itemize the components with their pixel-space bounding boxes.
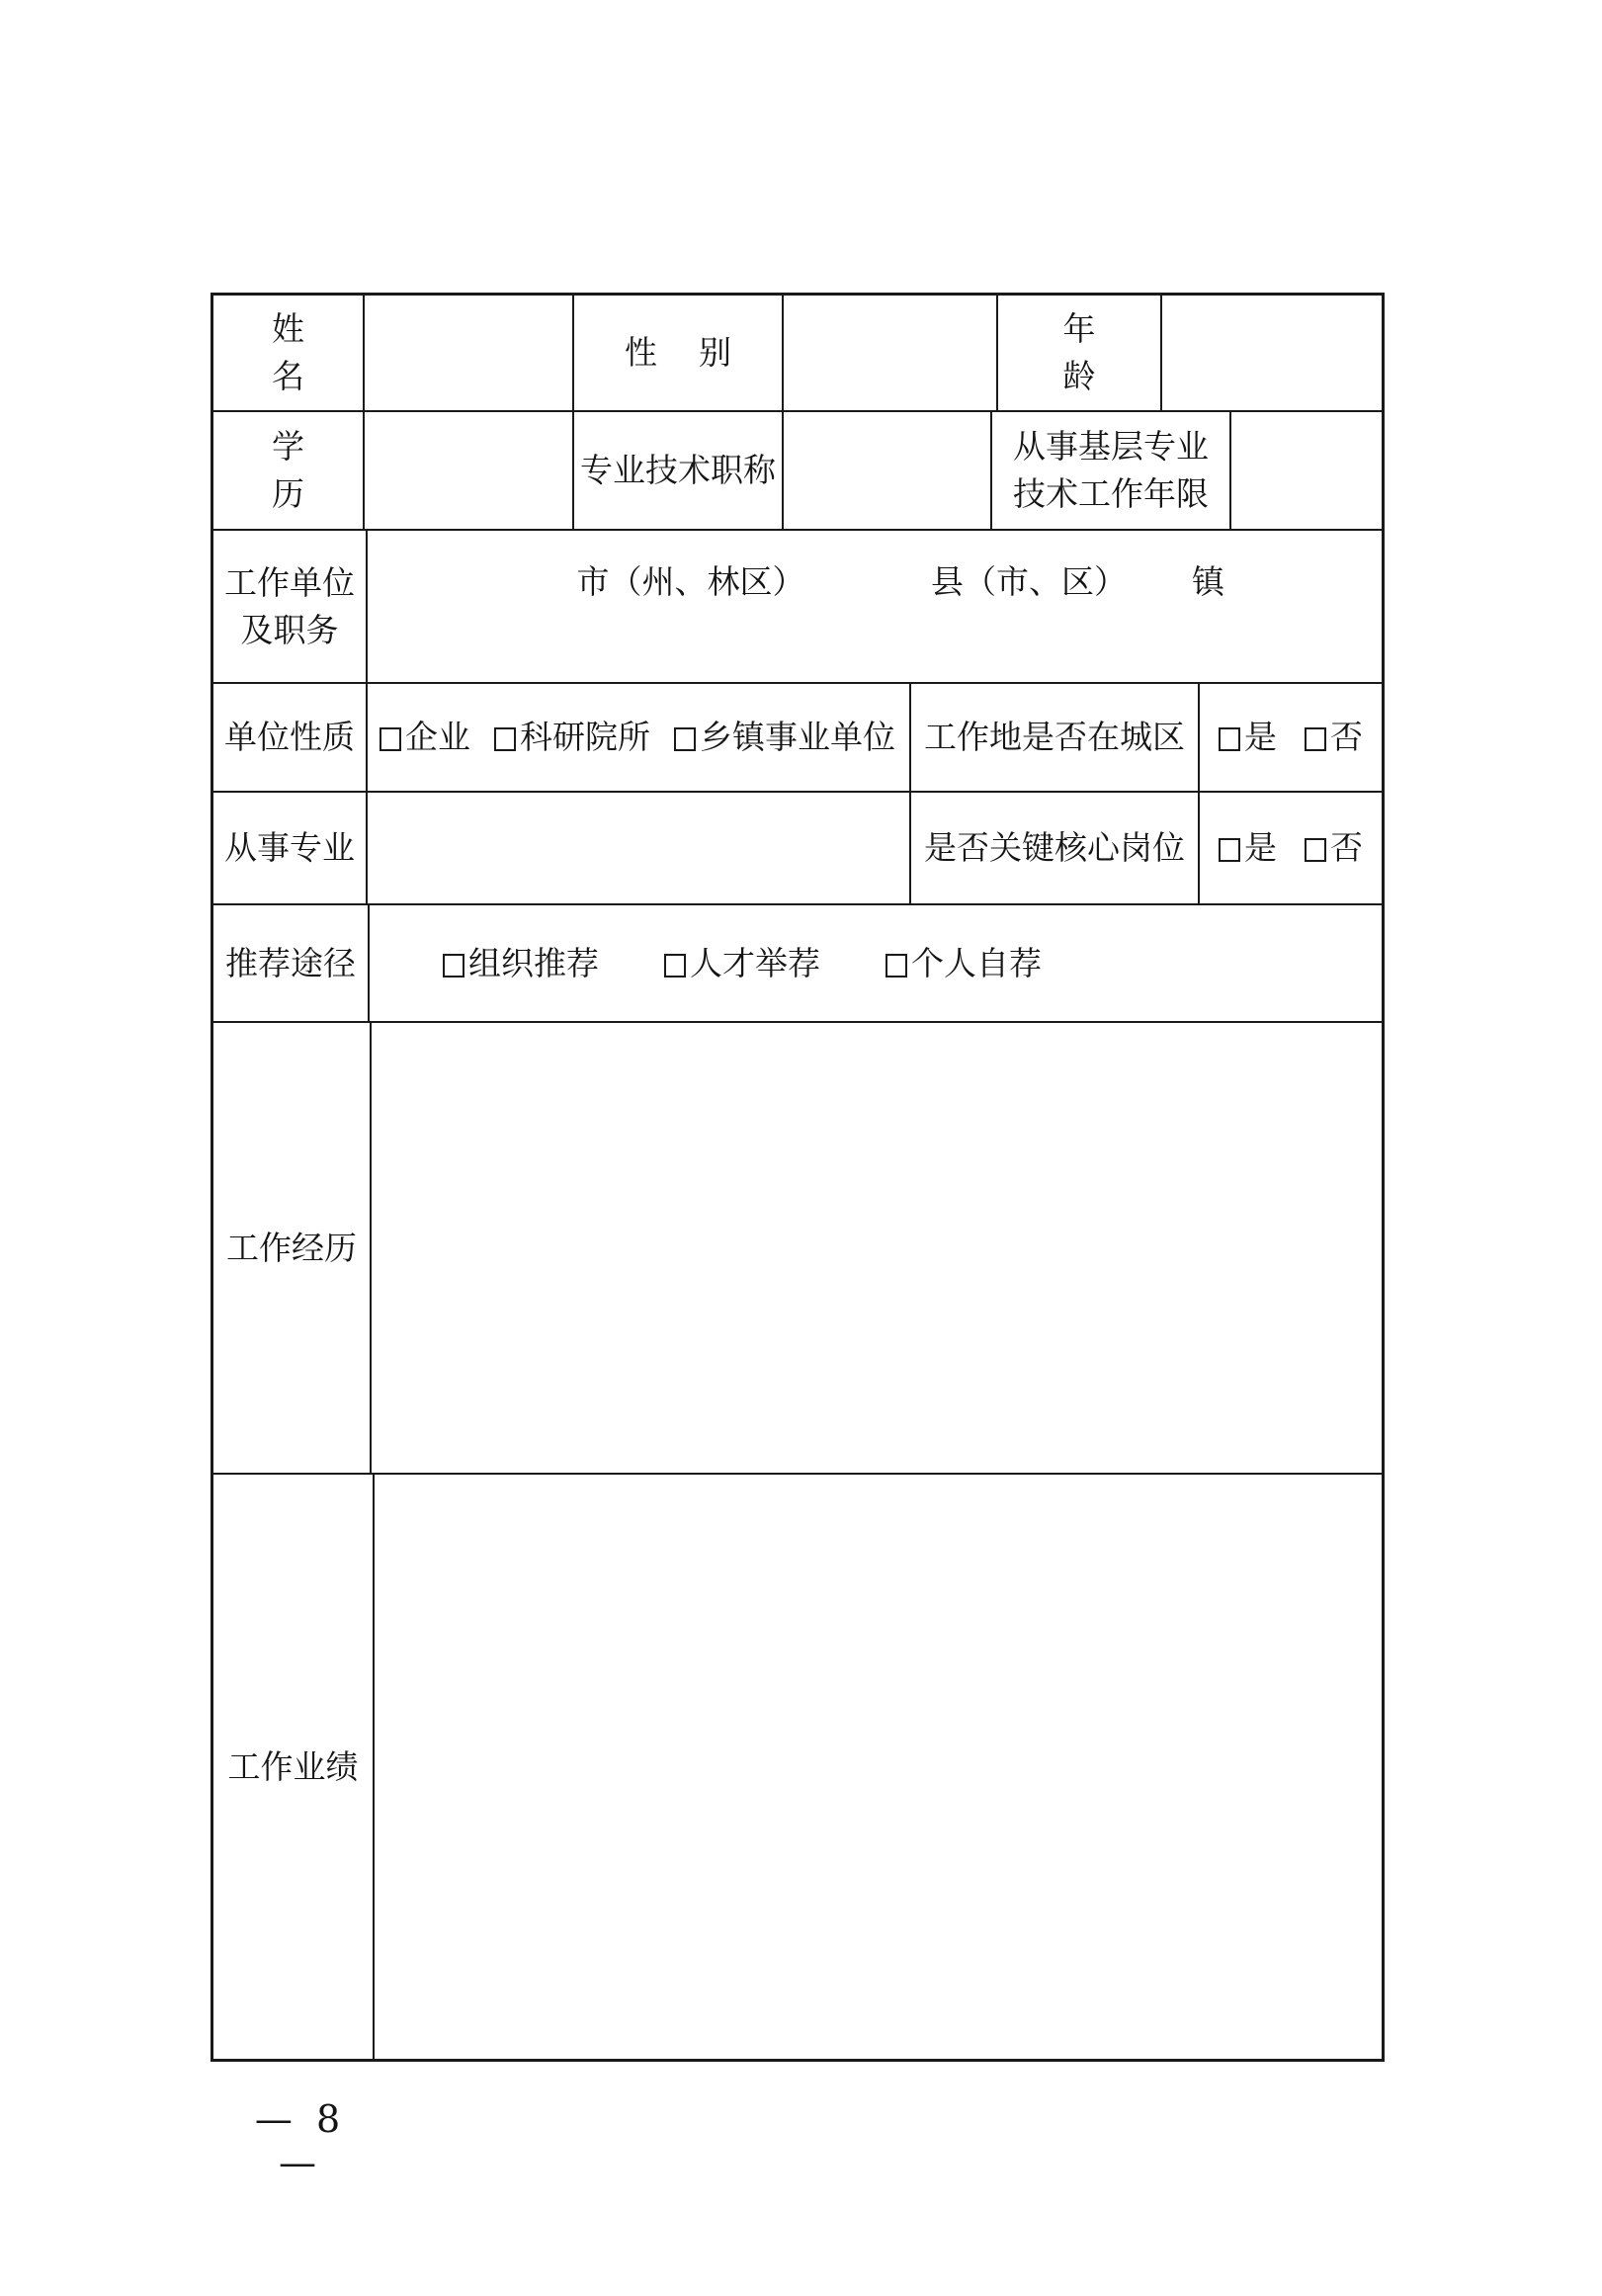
name-label: 姓名 <box>213 296 365 412</box>
option-talent-label: 人才举荐 <box>690 943 820 982</box>
core-yes-option[interactable] <box>1219 824 1277 872</box>
age-field[interactable] <box>1162 296 1382 412</box>
core-position-label: 是否关键核心岗位 <box>911 793 1200 905</box>
application-form <box>211 293 1385 2062</box>
urban-yes-option[interactable] <box>1219 714 1277 761</box>
option-self-label: 个人自荐 <box>911 943 1042 982</box>
work-experience-label: 工作经历 <box>213 1023 372 1475</box>
urban-no-option[interactable] <box>1305 714 1363 761</box>
checkbox-core-yes[interactable] <box>1219 838 1240 862</box>
unit-nature-label: 单位性质 <box>213 684 368 793</box>
name-field[interactable] <box>365 296 574 412</box>
grassroots-years-field[interactable] <box>1231 412 1382 531</box>
option-research-institute-label: 科研院所 <box>520 718 650 756</box>
gender-field[interactable] <box>784 296 998 412</box>
checkbox-urban-yes[interactable] <box>1219 727 1240 751</box>
option-research-institute[interactable] <box>494 714 650 761</box>
recommendation-route-label: 推荐途径 <box>213 905 370 1023</box>
core-yes-label: 是 <box>1244 828 1277 867</box>
work-unit-label <box>213 531 368 684</box>
option-township-institution[interactable] <box>674 714 895 761</box>
urban-location-options <box>1200 684 1382 793</box>
work-unit-field[interactable] <box>368 531 1382 684</box>
work-achievement-field[interactable] <box>375 1475 1382 2059</box>
core-no-label: 否 <box>1330 828 1363 867</box>
grassroots-years-label <box>992 412 1231 531</box>
checkbox-research-institute[interactable] <box>494 727 516 751</box>
checkbox-core-no[interactable] <box>1305 838 1326 862</box>
core-no-option[interactable] <box>1305 824 1363 872</box>
page-number: — 8 — <box>254 2097 347 2184</box>
education-label: 学历 <box>213 412 365 531</box>
education-field[interactable] <box>365 412 574 531</box>
urban-location-label: 工作地是否在城区 <box>911 684 1200 793</box>
city-text: 市（州、林区） <box>576 562 805 601</box>
county-text: 县（市、区） <box>931 562 1127 601</box>
option-enterprise[interactable] <box>379 714 470 761</box>
work-unit-label-line1: 工作单位 <box>224 562 355 602</box>
professional-title-label: 专业技术职称 <box>574 412 784 531</box>
work-achievement-label: 工作业绩 <box>213 1475 375 2059</box>
option-township-institution-label: 乡镇事业单位 <box>700 718 895 756</box>
checkbox-self[interactable] <box>885 954 907 978</box>
major-label: 从事专业 <box>213 793 368 905</box>
gender-label: 性别 <box>574 296 784 412</box>
recommendation-route-options <box>370 905 1382 1023</box>
option-talent[interactable] <box>664 940 820 987</box>
work-unit-label-line2: 及职务 <box>240 610 339 649</box>
town-text: 镇 <box>1192 562 1224 601</box>
urban-yes-label: 是 <box>1244 718 1277 756</box>
work-experience-field[interactable] <box>372 1023 1382 1475</box>
option-enterprise-label: 企业 <box>405 718 470 756</box>
major-field[interactable] <box>368 793 911 905</box>
option-organization[interactable] <box>443 940 599 987</box>
grassroots-years-label-line2: 技术工作年限 <box>1013 474 1209 513</box>
age-label: 年龄 <box>998 296 1162 412</box>
core-position-options <box>1200 793 1382 905</box>
professional-title-field[interactable] <box>784 412 992 531</box>
urban-no-label: 否 <box>1330 718 1363 756</box>
checkbox-urban-no[interactable] <box>1305 727 1326 751</box>
unit-nature-options <box>368 684 911 793</box>
option-self[interactable] <box>885 940 1042 987</box>
checkbox-talent[interactable] <box>664 954 686 978</box>
checkbox-organization[interactable] <box>443 954 464 978</box>
checkbox-enterprise[interactable] <box>379 727 401 751</box>
grassroots-years-label-line1: 从事基层专业 <box>1013 427 1209 466</box>
option-organization-label: 组织推荐 <box>468 943 599 982</box>
checkbox-township-institution[interactable] <box>674 727 696 751</box>
